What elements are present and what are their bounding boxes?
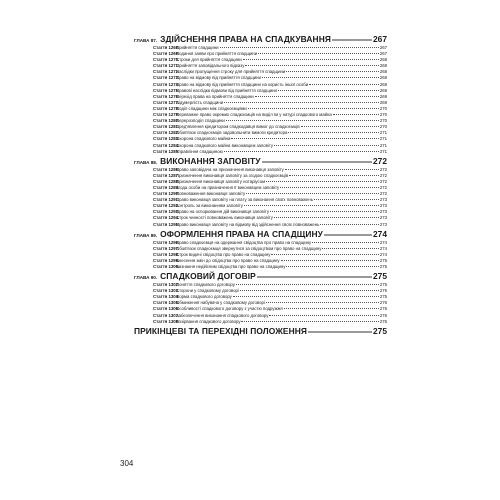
chapter-title: ЗДІЙСНЕННЯ ПРАВА НА СПАДКУВАННЯ xyxy=(160,34,331,44)
dot-leader xyxy=(266,181,379,182)
article-label: Стаття 1268. xyxy=(153,45,180,50)
article-title: Особливості спадкового договору з участю подружжя xyxy=(176,306,283,312)
article-title: Правові наслідки відмови від прийняття спадщини xyxy=(176,87,277,93)
article-title: Право спадкоємця на одержання свідоцтва про право на спадщину xyxy=(176,239,312,245)
article-entry xyxy=(134,222,387,228)
article-page-number: 275 xyxy=(379,294,387,300)
chapter-heading xyxy=(134,229,387,240)
article-page-number: 272 xyxy=(379,184,387,190)
article-title: Наслідки пропущення строку для прийняття спадщини xyxy=(176,69,286,75)
article-title: Згода особи на призначення її виконавцем заповіту xyxy=(176,184,280,190)
dot-leader xyxy=(243,59,379,60)
article-title: Строк чинності повноважень виконавця заповіту xyxy=(176,215,273,221)
final-provisions-heading xyxy=(134,326,387,337)
dot-leader xyxy=(262,77,379,78)
article-label: Стаття 1308. xyxy=(153,318,180,324)
chapter-page-number: 267 xyxy=(373,34,387,44)
dot-leader xyxy=(322,248,378,249)
dot-leader xyxy=(285,169,379,170)
article-title: Обов'язок спадкоємця звернутися за свідоцтвом про право на спадщину xyxy=(176,245,322,251)
article-page-number: 268 xyxy=(379,81,387,87)
dot-leader xyxy=(278,90,379,91)
article-page-number: 267 xyxy=(379,51,387,57)
chapter-label: ГЛАВА 87. xyxy=(134,38,158,43)
table-of-contents xyxy=(134,33,387,337)
article-title: Розірвання спадкового договору xyxy=(176,318,241,324)
article-title: Забезпечення виконання спадкового договору xyxy=(176,312,269,318)
article-label: Стаття 1300. xyxy=(153,264,180,269)
article-title: Сторони у спадковому договорі xyxy=(176,288,239,294)
article-page-number: 275 xyxy=(379,288,387,294)
dot-leader xyxy=(257,277,372,278)
article-page-number: 275 xyxy=(379,257,387,263)
article-page-number: 270 xyxy=(379,105,387,111)
dot-leader xyxy=(245,65,378,66)
article-title: Переважне право окремих спадкоємців на виділ їм у натурі спадкового майна xyxy=(176,112,332,118)
article-label: Стаття 1274. xyxy=(153,81,180,87)
article-page-number: 272 xyxy=(379,178,387,184)
article-title: Обов'язок спадкоємців задовольнити вимоги кредитора xyxy=(176,130,288,136)
article-title: Поділ спадщини між спадкоємцями xyxy=(176,105,247,111)
chapter-title: ОФОРМЛЕННЯ ПРАВА НА СПАДЩИНУ xyxy=(160,228,323,239)
dot-leader xyxy=(333,114,379,115)
chapter-label: ГЛАВА 88. xyxy=(134,159,158,165)
article-page-number: 272 xyxy=(379,172,387,178)
article-label: Стаття 1293. xyxy=(153,209,180,215)
dot-leader xyxy=(286,266,378,267)
article-label: Стаття 1271. xyxy=(153,63,180,69)
article-entry xyxy=(134,319,387,325)
article-page-number: 267 xyxy=(379,45,387,50)
article-label: Стаття 1280. xyxy=(153,118,180,124)
article-label: Стаття 1276. xyxy=(153,93,180,99)
dot-leader xyxy=(288,132,378,133)
chapter-page-number: 275 xyxy=(373,325,387,336)
article-title: Охорона спадкового майна виконавцем заповіту xyxy=(176,142,274,148)
article-page-number: 274 xyxy=(379,245,387,251)
dot-leader xyxy=(248,108,379,109)
dot-leader xyxy=(255,96,379,97)
article-title: Поняття спадкового договору xyxy=(176,282,235,288)
article-title: Охорона спадкового майна xyxy=(176,136,231,142)
article-title: Відумерлість спадщини xyxy=(176,99,224,105)
dot-leader xyxy=(269,315,378,316)
dot-leader xyxy=(320,224,378,225)
article-page-number: 269 xyxy=(379,99,387,105)
dot-leader xyxy=(289,175,379,176)
article-label: Стаття 1305. xyxy=(153,300,180,306)
article-page-number: 271 xyxy=(379,130,387,136)
article-title: Право на відмову від прийняття спадщини xyxy=(176,75,261,81)
article-label: Стаття 1272. xyxy=(153,69,180,75)
article-label: Стаття 1306. xyxy=(153,306,180,312)
article-title: Призначення виконавця заповіту за згодою спадкоємців xyxy=(176,172,289,178)
dot-leader xyxy=(286,71,379,72)
article-label: Стаття 1278. xyxy=(153,105,180,111)
article-label: Стаття 1289. xyxy=(153,184,180,190)
dot-leader xyxy=(244,205,379,206)
dot-leader xyxy=(301,126,379,127)
article-title: Перерозподіл спадщини xyxy=(176,118,225,124)
article-title: Форма спадкового договору xyxy=(176,294,232,300)
dot-leader xyxy=(224,102,379,103)
dot-leader xyxy=(309,84,379,85)
article-label: Стаття 1290. xyxy=(153,191,180,197)
article-page-number: 268 xyxy=(379,57,387,63)
article-label: Стаття 1277. xyxy=(153,99,180,105)
dot-leader xyxy=(231,138,378,139)
dot-leader xyxy=(258,53,379,54)
article-title: Прийняття заповідального відказу xyxy=(176,63,245,69)
article-page-number: 273 xyxy=(379,209,387,215)
article-title: Контроль за виконанням заповіту xyxy=(176,203,243,209)
article-label: Стаття 1269. xyxy=(153,51,180,57)
article-title: Право заповідача на призначення виконавця заповіту xyxy=(176,166,284,172)
article-label: Стаття 1275. xyxy=(153,87,180,93)
article-label: Стаття 1304. xyxy=(153,294,180,300)
article-title: Право виконавця заповіту на плату за виконання своїх повноважень xyxy=(176,197,313,203)
chapter-label: ГЛАВА 89. xyxy=(134,232,158,238)
article-label: Стаття 1282. xyxy=(153,130,180,136)
article-page-number: 275 xyxy=(379,282,387,288)
article-label: Стаття 1299. xyxy=(153,257,180,263)
article-page-number: 276 xyxy=(379,312,387,318)
article-page-number: 274 xyxy=(379,251,387,257)
article-label: Стаття 1294. xyxy=(153,215,180,221)
article-page-number: 271 xyxy=(379,148,387,154)
article-label: Стаття 1291. xyxy=(153,197,180,203)
article-page-number: 276 xyxy=(379,318,387,324)
dot-leader xyxy=(280,187,379,188)
dot-leader xyxy=(270,211,379,212)
chapter-title: ВИКОНАННЯ ЗАПОВІТУ xyxy=(160,155,261,166)
chapter-label: ГЛАВА 90. xyxy=(134,275,158,281)
article-page-number: 276 xyxy=(379,300,387,306)
dot-leader xyxy=(233,296,379,297)
dot-leader xyxy=(240,290,379,291)
article-label: Стаття 1279. xyxy=(153,112,180,118)
article-label: Стаття 1296. xyxy=(153,239,180,245)
article-label: Стаття 1281. xyxy=(153,124,180,130)
article-page-number: 272 xyxy=(379,191,387,197)
article-page-number: 271 xyxy=(379,136,387,142)
dot-leader xyxy=(236,284,379,285)
article-page-number: 271 xyxy=(379,142,387,148)
article-entry xyxy=(134,264,387,270)
dot-leader xyxy=(332,40,372,41)
article-title: Право на відмову від прийняття спадщини на користь іншої особи xyxy=(176,81,309,87)
article-page-number: 272 xyxy=(379,166,387,172)
article-label: Стаття 1286. xyxy=(153,166,180,172)
article-title: Прийняття спадщини xyxy=(176,45,219,50)
dot-leader xyxy=(324,234,372,235)
article-entry xyxy=(134,149,387,155)
article-label: Стаття 1298. xyxy=(153,251,180,257)
article-label: Стаття 1292. xyxy=(153,203,180,209)
article-page-number: 268 xyxy=(379,69,387,75)
article-title: Внесення змін до свідоцтва про право на спадщину xyxy=(176,257,280,263)
article-label: Стаття 1287. xyxy=(153,172,180,178)
dot-leader xyxy=(224,151,379,152)
article-page-number: 273 xyxy=(379,221,387,227)
chapter-heading xyxy=(134,156,387,167)
article-page-number: 268 xyxy=(379,75,387,81)
dot-leader xyxy=(281,260,379,261)
article-page-number: 270 xyxy=(379,118,387,124)
dot-leader xyxy=(284,308,379,309)
article-title: Перехід права на прийняття спадщини xyxy=(176,93,254,99)
article-label: Стаття 1303. xyxy=(153,288,180,294)
article-title: Пред'явлення кредитором спадкодавця вимог до спадкоємців xyxy=(176,124,300,130)
article-page-number: 268 xyxy=(379,63,387,69)
article-page-number: 275 xyxy=(379,264,387,269)
dot-leader xyxy=(262,161,372,162)
article-page-number: 270 xyxy=(379,112,387,118)
dot-leader xyxy=(274,145,379,146)
article-label: Стаття 1302. xyxy=(153,282,180,288)
chapter-title: ПРИКІНЦЕВІ ТА ПЕРЕХІДНІ ПОЛОЖЕННЯ xyxy=(134,325,308,336)
chapter-page-number: 272 xyxy=(373,155,387,166)
dot-leader xyxy=(226,120,379,121)
chapter-heading xyxy=(134,271,387,282)
article-label: Стаття 1283. xyxy=(153,136,180,142)
article-label: Стаття 1273. xyxy=(153,75,180,81)
dot-leader xyxy=(312,242,379,243)
article-label: Стаття 1285. xyxy=(153,148,180,154)
article-page-number: 273 xyxy=(379,197,387,203)
article-label: Стаття 1297. xyxy=(153,245,180,251)
article-label: Стаття 1307. xyxy=(153,312,180,318)
dot-leader xyxy=(246,193,379,194)
chapter-heading xyxy=(134,34,387,45)
dot-leader xyxy=(266,302,379,303)
dot-leader xyxy=(308,331,372,332)
dot-leader xyxy=(220,47,379,48)
article-page-number: 269 xyxy=(379,87,387,93)
chapter-page-number: 275 xyxy=(373,271,387,282)
article-page-number: 273 xyxy=(379,215,387,221)
dot-leader xyxy=(241,321,378,322)
article-label: Стаття 1288. xyxy=(153,178,180,184)
article-label: Стаття 1295. xyxy=(153,221,180,227)
article-title: Управління спадщиною xyxy=(176,148,223,154)
article-title: Повноваження виконавця заповіту xyxy=(176,191,246,197)
article-page-number: 269 xyxy=(379,93,387,99)
article-page-number: 270 xyxy=(379,124,387,130)
article-title: Обмеження набувача у спадковому договорі xyxy=(176,300,265,306)
page-number: 304 xyxy=(120,459,134,468)
article-label: Стаття 1284. xyxy=(153,142,180,148)
article-title: Визнання недійсним свідоцтва про право на спадщину xyxy=(176,264,286,269)
article-title: Строки для прийняття спадщини xyxy=(176,57,242,63)
chapter-title: СПАДКОВИЙ ДОГОВІР xyxy=(160,271,256,282)
article-page-number: 274 xyxy=(379,239,387,245)
dot-leader xyxy=(271,254,378,255)
dot-leader xyxy=(274,217,379,218)
dot-leader xyxy=(314,199,379,200)
article-title: Строк видачі свідоцтва про право на спадщину xyxy=(176,251,271,257)
chapter-page-number: 274 xyxy=(373,228,387,239)
article-title: Право на оспорювання дій виконавця заповіту xyxy=(176,209,269,215)
article-page-number: 273 xyxy=(379,203,387,209)
article-title: Призначення виконавця заповіту нотаріусом xyxy=(176,178,266,184)
article-label: Стаття 1270. xyxy=(153,57,180,63)
article-title: Право виконавця заповіту на відмову від здійснення своїх повноважень xyxy=(176,221,320,227)
article-title: Подання заяви про прийняття спадщини xyxy=(176,51,258,57)
article-page-number: 276 xyxy=(379,306,387,312)
